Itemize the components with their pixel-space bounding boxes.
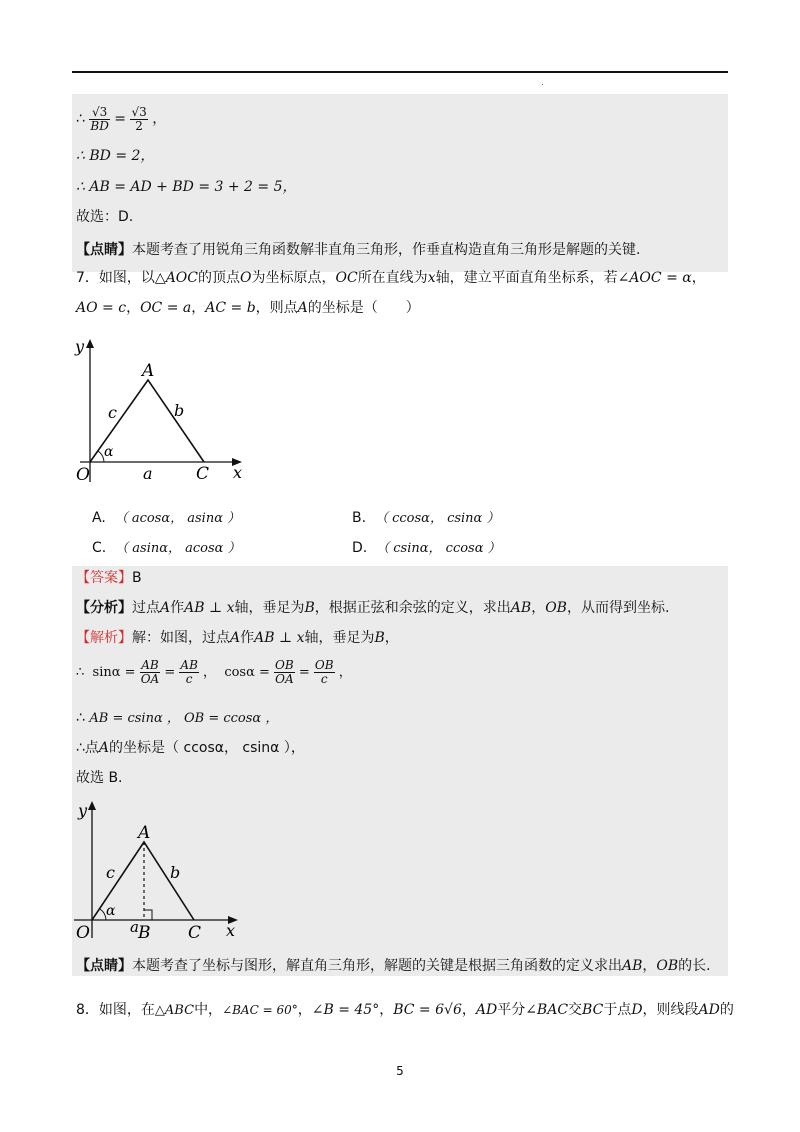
fraction-ob-over-oa: $\frac{OB}{OA}$ — [275, 658, 294, 686]
label-b-vertex: B — [138, 923, 151, 943]
therefore-symbol: ∴ — [76, 111, 85, 127]
cos-lhs: cosα = — [224, 665, 270, 680]
fraction-ob-over-c: $\frac{OB}{c}$ — [314, 658, 334, 686]
q7-triangle-figure — [70, 336, 260, 488]
answer-line — [76, 568, 142, 588]
option-c[interactable] — [92, 538, 241, 559]
label-alpha: α — [104, 444, 114, 460]
label-side-b: b — [170, 863, 181, 882]
comment-text: 本题考查了用锐角三角函数解非直角三角形，作垂直构造直角三角形是解题的关键. — [132, 242, 641, 258]
fraction-ab-over-c: $\frac{AB}{c}$ — [180, 658, 198, 686]
right-angle-mark — [144, 910, 152, 920]
option-c-value: （ asinα， acosα ） — [115, 541, 241, 556]
option-d-label: D. — [352, 540, 368, 556]
detail-tag: 【解析】 — [76, 630, 132, 646]
solution-comment-line: 【点睛】本题考查了坐标与图形，解直角三角形，解题的关键是根据三角函数的定义求出AB，OB的长. — [76, 958, 711, 974]
header-rule — [72, 71, 728, 73]
answer-tag: 【答案】 — [76, 570, 132, 586]
previous-comment-line — [76, 240, 640, 260]
label-side-c: c — [106, 863, 115, 882]
option-a-value: （ acosα， asinα ） — [114, 511, 241, 526]
label-x: x — [226, 921, 236, 940]
label-c-vertex: C — [196, 464, 210, 484]
option-a[interactable] — [92, 508, 240, 529]
label-y: y — [75, 337, 85, 356]
fraction-equation-line: ∴ $\frac{√3}{BD}$ = $\frac{√3}{2}$ ， — [76, 104, 167, 133]
coordinate-line: ∴点A的坐标是（ ccosα， csinα ）， — [76, 740, 305, 756]
detail-line: 【解析】解：如图，过点A作AB ⊥ x轴，垂足为B， — [76, 630, 399, 646]
y-axis-arrow — [86, 339, 94, 348]
answer-value: B — [132, 570, 142, 586]
ab-sum-line: ∴ AB = AD + BD = 3 + 2 = 5， — [76, 179, 297, 195]
option-d-value: （ csinα， ccosα ） — [376, 541, 501, 556]
analysis-tag: 【分析】 — [76, 600, 132, 616]
sin-cos-equation-line: ∴ sinα = $\frac{AB}{OA}$ = $\frac{AB}{c}$ ， cosα = $\frac{OB}{OA}$ = $\frac{OB}{c}$ ， — [76, 658, 352, 686]
header-dot: . — [541, 78, 544, 88]
option-a-label: A. — [92, 510, 106, 526]
q7-stem-line2: AO = c，OC = a，AC = b，则点A的坐标是（ ） — [76, 300, 420, 316]
option-b-value: （ ccosα， csinα ） — [374, 511, 500, 526]
label-o: O — [76, 923, 90, 943]
label-alpha: α — [106, 903, 116, 919]
comment-tag: 【点睛】 — [76, 242, 132, 258]
label-side-c: c — [108, 403, 117, 422]
previous-choice-line: 故选：D. — [76, 209, 134, 225]
comment-tag: 【点睛】 — [76, 958, 132, 974]
ab-ob-line: ∴ AB = csinα ， OB = ccosα ， — [76, 710, 279, 726]
label-side-a: a — [130, 918, 139, 936]
y-axis-arrow — [88, 801, 96, 810]
label-a-vertex: A — [138, 823, 151, 843]
label-x: x — [233, 463, 243, 482]
label-o: O — [76, 465, 90, 485]
fraction-sqrt3-over-bd: $\frac{√3}{BD}$ — [90, 104, 109, 133]
fraction-sqrt3-over-2: $\frac{√3}{2}$ — [131, 104, 147, 133]
q7-stem-line1: 7．如图，以△AOC的顶点O为坐标原点，OC所在直线为x轴，建立平面直角坐标系，若∠AOC = α， — [76, 270, 706, 286]
label-y: y — [78, 801, 88, 820]
analysis-line: 【分析】过点A作AB ⊥ x轴，垂足为B，根据正弦和余弦的定义，求出AB，OB，从而得到坐标. — [76, 600, 670, 616]
option-d[interactable] — [352, 538, 501, 559]
label-a-vertex: A — [142, 361, 155, 381]
bd-equals-line: ∴ BD = 2， — [76, 148, 155, 164]
sin-lhs: sinα = — [92, 665, 136, 680]
solution-choice-line: 故选 B. — [76, 770, 123, 786]
label-side-a: a — [143, 464, 153, 483]
label-c-vertex: C — [188, 923, 202, 943]
option-c-label: C. — [92, 540, 107, 556]
solution-triangle-figure — [70, 798, 260, 944]
q8-stem-line: 8．如图，在△ABC中，∠BAC = 60°，∠B = 45°，BC = 6√6，AD平分∠BAC交BC于点D，则线段AD的 — [76, 1002, 734, 1018]
option-b[interactable] — [352, 508, 499, 529]
label-side-b: b — [174, 401, 185, 420]
equals-sign: = — [114, 111, 127, 127]
fraction-ab-over-oa: $\frac{AB}{OA}$ — [140, 658, 160, 686]
page-number: 5 — [396, 1064, 404, 1078]
option-b-label: B. — [352, 510, 367, 526]
